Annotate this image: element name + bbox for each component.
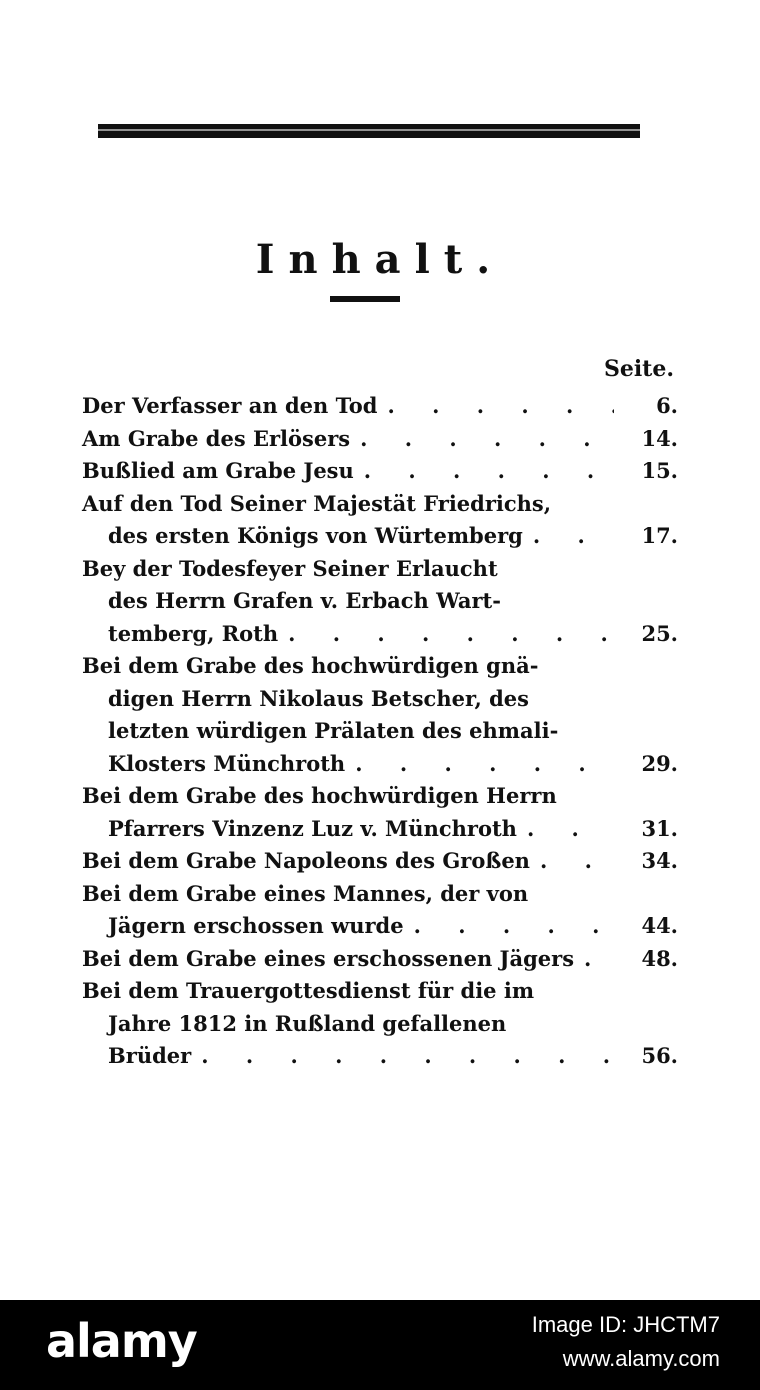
- leader-dots: [533, 520, 614, 553]
- image-id-label: Image ID: JHCTM7: [531, 1312, 720, 1337]
- leader-dots: [360, 423, 614, 456]
- toc-entry-line: [82, 813, 678, 846]
- toc-entry: [82, 975, 678, 1073]
- toc-entry-page: 15.: [641, 458, 678, 483]
- toc-entry-text: Bei dem Grabe eines Mannes, der von: [82, 880, 529, 906]
- toc-entry-page: 25.: [641, 620, 678, 646]
- toc-entry-line: [82, 520, 678, 553]
- page-title: Inhalt.: [255, 236, 505, 283]
- toc-entry-line: [82, 878, 678, 911]
- toc-entry-text: Bei dem Grabe eines erschossenen Jägers: [82, 945, 575, 971]
- toc-entry-text: Klosters Münchroth: [108, 750, 346, 776]
- toc-entry-page: 56.: [641, 1043, 678, 1068]
- toc-entry-text: Pfarrers Vinzenz Luz v. Münchroth: [108, 815, 517, 841]
- toc-entry-line: [82, 1040, 678, 1073]
- toc-entry-text: temberg, Roth: [108, 620, 279, 646]
- toc-entry-text: Bei dem Grabe des hochwürdigen gnä-: [82, 653, 539, 678]
- toc-entry-line: [82, 748, 678, 781]
- toc-entry-text: Bei dem Grabe Napoleons des Großen: [82, 848, 530, 873]
- toc-entry-line: [82, 390, 678, 423]
- toc-entry-page: 44.: [641, 913, 678, 938]
- alamy-logo: alamy: [46, 1314, 197, 1368]
- toc-entry-text: Jägern erschossen wurde: [108, 913, 404, 938]
- toc-entry-line: [82, 975, 678, 1008]
- toc-entry: [82, 780, 678, 845]
- toc-entry-line: [82, 780, 678, 813]
- toc-entry-text: Bey der Todesfeyer Seiner Erlaucht: [82, 555, 498, 581]
- toc-entry-text: Auf den Tod Seiner Majestät Friedrichs,: [82, 490, 552, 516]
- toc-entry-page: 17.: [641, 523, 678, 548]
- toc-entry-line: [82, 683, 678, 716]
- toc-entry-page: 29.: [641, 750, 678, 776]
- toc-entry-text: Bußlied am Grabe Jesu: [82, 458, 354, 483]
- toc-entry: [82, 943, 678, 976]
- toc-entry-text: digen Herrn Nikolaus Betscher, des: [108, 685, 529, 711]
- toc-entry-page: 14.: [641, 425, 678, 451]
- toc-entry-line: [82, 1008, 678, 1041]
- toc-entry-text: Am Grabe des Erlösers: [82, 425, 351, 451]
- toc-entry-line: [82, 845, 678, 878]
- toc-entry-page: 34.: [641, 848, 678, 873]
- toc-entry-line: [82, 943, 678, 976]
- leader-dots: [364, 455, 614, 488]
- toc-entry-text: Der Verfasser an den Tod: [82, 393, 378, 418]
- toc-entry: [82, 390, 678, 423]
- leader-dots: [288, 618, 614, 651]
- leader-dots: [584, 943, 614, 976]
- toc-entry-text: des ersten Königs von Würtemberg: [108, 523, 523, 548]
- toc-entry-line: [82, 423, 678, 456]
- toc-entry: [82, 650, 678, 780]
- toc-entry-line: [82, 488, 678, 521]
- site-url: www.alamy.com: [562, 1346, 720, 1371]
- top-rule: [98, 124, 640, 138]
- toc-entry-line: [82, 618, 678, 651]
- title-rule: [330, 296, 400, 302]
- toc-entry: [82, 878, 678, 943]
- table-of-contents: [82, 390, 678, 1073]
- toc-entry-text: letzten würdigen Prälaten des ehmali-: [108, 718, 559, 743]
- toc-entry: [82, 553, 678, 651]
- toc-entry-line: [82, 650, 678, 683]
- leader-dots: [414, 910, 614, 943]
- leader-dots: [527, 813, 614, 846]
- toc-entry-line: [82, 910, 678, 943]
- leader-dots: [387, 390, 614, 423]
- toc-entry-text: Jahre 1812 in Rußland gefallenen: [108, 1010, 507, 1036]
- leader-dots: [201, 1040, 614, 1073]
- toc-entry-text: Brüder: [108, 1043, 192, 1068]
- toc-entry-line: [82, 455, 678, 488]
- toc-entry-text: Bei dem Grabe des hochwürdigen Herrn: [82, 783, 557, 808]
- toc-entry-page: 48.: [641, 945, 678, 971]
- toc-entry-text: Bei dem Trauergottesdienst für die im: [82, 978, 535, 1003]
- toc-entry-page: 31.: [641, 815, 678, 841]
- toc-entry-line: [82, 553, 678, 586]
- toc-entry-page: 6.: [656, 393, 678, 418]
- toc-entry: [82, 845, 678, 878]
- page-column-header: Seite.: [603, 356, 674, 382]
- watermark-footer: [0, 1300, 760, 1390]
- toc-entry: [82, 488, 678, 553]
- toc-entry: [82, 423, 678, 456]
- toc-entry-line: [82, 715, 678, 748]
- toc-entry-text: des Herrn Grafen v. Erbach Wart-: [108, 588, 501, 613]
- toc-entry: [82, 455, 678, 488]
- leader-dots: [540, 845, 614, 878]
- leader-dots: [355, 748, 614, 781]
- toc-entry-line: [82, 585, 678, 618]
